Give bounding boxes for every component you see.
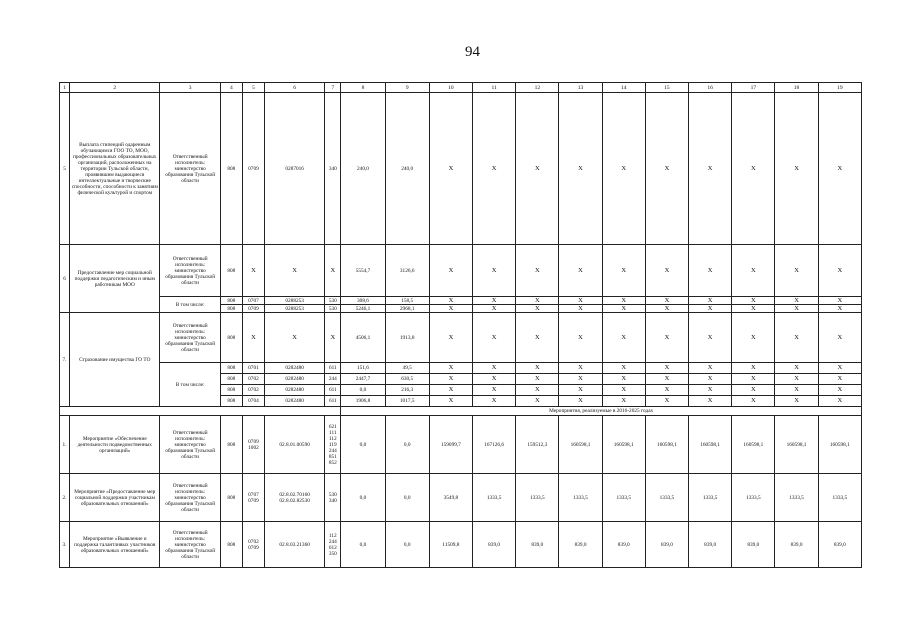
row7-sub-c6: 0282480 xyxy=(265,385,325,396)
x-cell: X xyxy=(429,374,472,385)
m1-value: 160598,1 xyxy=(689,416,732,474)
m2-value: 3549,8 xyxy=(429,474,472,522)
x-cell: X xyxy=(732,313,775,363)
row7-sub-c7: 244 xyxy=(325,374,341,385)
row6-num: 6 xyxy=(60,245,70,313)
m2-num: 2. xyxy=(60,474,70,522)
x-cell: X xyxy=(473,374,516,385)
x-cell: X xyxy=(775,396,818,407)
row6-name: Предоставление мер социальной поддержки педагогическим и иным работникам МОО xyxy=(70,245,160,313)
x-cell: X xyxy=(689,396,732,407)
section-spacer xyxy=(60,407,341,416)
m1-value: 160598,1 xyxy=(732,416,775,474)
x-cell: X xyxy=(516,385,559,396)
header-row xyxy=(60,83,862,93)
m2-value: 1333,5 xyxy=(559,474,602,522)
m3-num: 3. xyxy=(60,522,70,568)
row5-c8: 240,0 xyxy=(341,93,385,245)
header-cell: 8 xyxy=(341,83,385,93)
x-cell: X xyxy=(242,245,264,297)
row6-sub-c8: 308,6 xyxy=(341,297,385,305)
m1-value: 160598,1 xyxy=(775,416,818,474)
row7-sub-c8: 2447,7 xyxy=(341,374,385,385)
x-cell: X xyxy=(429,396,472,407)
row7-sub-c8: 151,6 xyxy=(341,363,385,374)
row6-sub-c7: 530 xyxy=(325,297,341,305)
x-cell: X xyxy=(602,396,645,407)
x-cell: X xyxy=(689,305,732,313)
row7-sub-c9: 49,5 xyxy=(385,363,429,374)
x-cell: X xyxy=(516,305,559,313)
m3-value: 11509,8 xyxy=(429,522,472,568)
x-cell: X xyxy=(242,313,264,363)
x-cell: X xyxy=(516,245,559,297)
m2-value: 0,0 xyxy=(385,474,429,522)
m2-c6: 02.8.02.70160 02.8.02.82530 xyxy=(265,474,325,522)
page-number: 94 xyxy=(465,44,480,60)
m2-value: 1333,5 xyxy=(645,474,688,522)
header-cell: 2 xyxy=(70,83,160,93)
x-cell: X xyxy=(775,305,818,313)
header-cell: 12 xyxy=(516,83,559,93)
m2-value: 1333,5 xyxy=(775,474,818,522)
x-cell: X xyxy=(429,245,472,297)
x-cell: X xyxy=(645,385,688,396)
m3-c4: 808 xyxy=(220,522,242,568)
x-cell: X xyxy=(645,297,688,305)
x-cell: X xyxy=(429,313,472,363)
x-cell: X xyxy=(325,245,341,297)
row6-c8: 5554,7 xyxy=(341,245,385,297)
x-cell: X xyxy=(689,385,732,396)
x-cell: X xyxy=(775,385,818,396)
row7-num: 7. xyxy=(60,313,70,407)
x-cell: X xyxy=(818,385,861,396)
row5-c5: 0709 xyxy=(242,93,264,245)
x-cell: X xyxy=(732,374,775,385)
row5-c7: 340 xyxy=(325,93,341,245)
row7-c8: 4506,1 xyxy=(341,313,385,363)
m2-c5: 0707 0709 xyxy=(242,474,264,522)
x-cell: X xyxy=(265,313,325,363)
row7-sub-c5: 0704 xyxy=(242,396,264,407)
m1-value: 160598,1 xyxy=(818,416,861,474)
x-cell: X xyxy=(473,297,516,305)
x-cell: X xyxy=(645,363,688,374)
header-cell: 19 xyxy=(818,83,861,93)
m1-c5: 0709 1002 xyxy=(242,416,264,474)
m2-c7: 530 340 xyxy=(325,474,341,522)
x-cell: X xyxy=(429,385,472,396)
x-cell: X xyxy=(689,374,732,385)
x-cell: X xyxy=(732,385,775,396)
row7-sub-c5: 0702 xyxy=(242,385,264,396)
x-cell: X xyxy=(429,93,472,245)
m3-name: Мероприятие «Выявление и поддержка талантливых участников образовательных отношений» xyxy=(70,522,160,568)
x-cell: X xyxy=(818,305,861,313)
x-cell: X xyxy=(775,374,818,385)
row7-c4: 808 xyxy=(220,313,242,363)
x-cell: X xyxy=(602,305,645,313)
x-cell: X xyxy=(559,305,602,313)
m3-value: 839,0 xyxy=(473,522,516,568)
x-cell: X xyxy=(602,385,645,396)
row-6 xyxy=(60,245,862,297)
row7-sub-c4: 808 xyxy=(220,363,242,374)
m1-value: 160598,1 xyxy=(559,416,602,474)
x-cell: X xyxy=(689,93,732,245)
header-cell: 14 xyxy=(602,83,645,93)
row7-sub-c6: 0282480 xyxy=(265,374,325,385)
x-cell: X xyxy=(775,297,818,305)
row6-sub-c4: 808 xyxy=(220,297,242,305)
x-cell: X xyxy=(602,245,645,297)
row6-sub-c5: 0707 xyxy=(242,297,264,305)
m3-value: 839,0 xyxy=(559,522,602,568)
x-cell: X xyxy=(775,313,818,363)
row7-sub-c8: 0,0 xyxy=(341,385,385,396)
x-cell: X xyxy=(689,245,732,297)
x-cell: X xyxy=(732,245,775,297)
x-cell: X xyxy=(645,245,688,297)
x-cell: X xyxy=(732,363,775,374)
x-cell: X xyxy=(559,396,602,407)
m1-num: 1. xyxy=(60,416,70,474)
row6-sub-c4: 808 xyxy=(220,305,242,313)
row6-sub-c6: 0288253 xyxy=(265,305,325,313)
row7-name: Страхование имущества ГО ТО xyxy=(70,313,160,407)
x-cell: X xyxy=(645,313,688,363)
x-cell: X xyxy=(473,385,516,396)
row7-sub-c8: 1906,8 xyxy=(341,396,385,407)
row5-c4: 808 xyxy=(220,93,242,245)
m3-value: 839,0 xyxy=(732,522,775,568)
x-cell: X xyxy=(473,396,516,407)
x-cell: X xyxy=(429,297,472,305)
x-cell: X xyxy=(516,313,559,363)
section-title: Мероприятия, реализуемые в 2016-2025 годах xyxy=(341,407,862,416)
row7-sub-c6: 0282480 xyxy=(265,396,325,407)
m3-value: 839,0 xyxy=(818,522,861,568)
x-cell: X xyxy=(473,245,516,297)
row7-sub-c5: 0701 xyxy=(242,363,264,374)
row7-sub-c9: 216,3 xyxy=(385,385,429,396)
m1-resp: Ответственный исполнитель: министерство образования Тульской области xyxy=(160,416,220,474)
m1-value: 160598,1 xyxy=(645,416,688,474)
m1-c4: 808 xyxy=(220,416,242,474)
x-cell: X xyxy=(473,305,516,313)
row5-c6: 0287016 xyxy=(265,93,325,245)
row-7-sub xyxy=(60,363,862,374)
row6-c4: 808 xyxy=(220,245,242,297)
x-cell: X xyxy=(325,313,341,363)
header-cell: 6 xyxy=(265,83,325,93)
m3-c6: 02.8.03.21360 xyxy=(265,522,325,568)
m1-c6: 02.8.01.00590 xyxy=(265,416,325,474)
row7-sub-c5: 0702 xyxy=(242,374,264,385)
x-cell: X xyxy=(732,396,775,407)
m2-value: 0,0 xyxy=(341,474,385,522)
x-cell: X xyxy=(602,363,645,374)
x-cell: X xyxy=(473,363,516,374)
m2-resp: Ответственный исполнитель: министерство образования Тульской области xyxy=(160,474,220,522)
m3-value: 839,0 xyxy=(775,522,818,568)
header-cell: 4 xyxy=(220,83,242,93)
x-cell: X xyxy=(559,313,602,363)
x-cell: X xyxy=(602,374,645,385)
header-cell: 15 xyxy=(645,83,688,93)
m2-value: 1333,5 xyxy=(473,474,516,522)
m1-value: 167126,6 xyxy=(473,416,516,474)
m2-value: 1333,5 xyxy=(602,474,645,522)
m1-value: 0,0 xyxy=(385,416,429,474)
m3-resp: Ответственный исполнитель: министерство образования Тульской области xyxy=(160,522,220,568)
m2-c4: 808 xyxy=(220,474,242,522)
m2-value: 1333,5 xyxy=(732,474,775,522)
x-cell: X xyxy=(775,245,818,297)
x-cell: X xyxy=(429,305,472,313)
x-cell: X xyxy=(516,297,559,305)
m2-value: 1333,5 xyxy=(689,474,732,522)
x-cell: X xyxy=(818,297,861,305)
x-cell: X xyxy=(818,93,861,245)
row7-sub-c4: 808 xyxy=(220,396,242,407)
measure-row-m1 xyxy=(60,416,862,474)
row7-sub-c6: 0282480 xyxy=(265,363,325,374)
x-cell: X xyxy=(559,245,602,297)
header-cell: 16 xyxy=(689,83,732,93)
row-6-sub xyxy=(60,297,862,305)
section-row xyxy=(60,407,862,416)
x-cell: X xyxy=(689,313,732,363)
x-cell: X xyxy=(602,93,645,245)
row6-c9: 3126,6 xyxy=(385,245,429,297)
m3-value: 839,0 xyxy=(645,522,688,568)
m2-value: 1333,5 xyxy=(818,474,861,522)
row6-sub-c9: 2968,1 xyxy=(385,305,429,313)
m1-value: 159099,7 xyxy=(429,416,472,474)
x-cell: X xyxy=(732,93,775,245)
x-cell: X xyxy=(559,93,602,245)
row6-sub-c8: 5246,1 xyxy=(341,305,385,313)
m1-value: 0,0 xyxy=(341,416,385,474)
row-7 xyxy=(60,313,862,363)
x-cell: X xyxy=(645,305,688,313)
x-cell: X xyxy=(429,363,472,374)
x-cell: X xyxy=(689,363,732,374)
row5-name: Выплата стипендий одаренным обучающимся ГОО ТО, МОО, профессиональных образовательных организаций, расположенных на территории Тульской области, проявившим выдающиеся интеллектуальные и творческие способности, способности к занятиям физической культурой и спортом xyxy=(70,93,160,245)
x-cell: X xyxy=(818,363,861,374)
x-cell: X xyxy=(559,374,602,385)
row-5 xyxy=(60,93,862,245)
m3-c7: 112 244 612 350 xyxy=(325,522,341,568)
m1-c7: 621 111 112 119 244 851 852 xyxy=(325,416,341,474)
x-cell: X xyxy=(602,313,645,363)
row5-resp: Ответственный исполнитель: министерство образования Тульской области xyxy=(160,93,220,245)
m3-value: 0,0 xyxy=(385,522,429,568)
row7-sub-c9: 1017,5 xyxy=(385,396,429,407)
x-cell: X xyxy=(645,374,688,385)
m2-name: Мероприятие «Предоставление мер социальной поддержки участникам образовательных отношений» xyxy=(70,474,160,522)
row7-sub-c4: 808 xyxy=(220,374,242,385)
m1-name: Мероприятие «Обеспечение деятельности подведомственных организаций» xyxy=(70,416,160,474)
row6-resp: Ответственный исполнитель: министерство образования Тульской области xyxy=(160,245,220,297)
m3-value: 839,0 xyxy=(516,522,559,568)
x-cell: X xyxy=(818,245,861,297)
row5-num: 5 xyxy=(60,93,70,245)
row6-sub-c9: 158,5 xyxy=(385,297,429,305)
x-cell: X xyxy=(818,396,861,407)
m3-value: 839,0 xyxy=(689,522,732,568)
x-cell: X xyxy=(689,297,732,305)
x-cell: X xyxy=(818,313,861,363)
x-cell: X xyxy=(559,297,602,305)
row6-incl: В том числе: xyxy=(160,297,220,313)
row7-sub-c7: 611 xyxy=(325,396,341,407)
m3-value: 839,0 xyxy=(602,522,645,568)
row6-sub-c6: 0288253 xyxy=(265,297,325,305)
row6-sub-c5: 0709 xyxy=(242,305,264,313)
row7-resp: Ответственный исполнитель: министерство образования Тульской области xyxy=(160,313,220,363)
m1-value: 159512,3 xyxy=(516,416,559,474)
header-cell: 18 xyxy=(775,83,818,93)
x-cell: X xyxy=(516,93,559,245)
header-cell: 11 xyxy=(473,83,516,93)
row7-sub-c4: 808 xyxy=(220,385,242,396)
x-cell: X xyxy=(473,313,516,363)
header-cell: 10 xyxy=(429,83,472,93)
x-cell: X xyxy=(645,396,688,407)
measure-row-m2 xyxy=(60,474,862,522)
m3-c5: 0702 0709 xyxy=(242,522,264,568)
measure-row-m3 xyxy=(60,522,862,568)
m3-value: 0,0 xyxy=(341,522,385,568)
x-cell: X xyxy=(559,385,602,396)
row7-sub-c7: 611 xyxy=(325,363,341,374)
header-cell: 9 xyxy=(385,83,429,93)
header-cell: 7 xyxy=(325,83,341,93)
m1-value: 160598,1 xyxy=(602,416,645,474)
x-cell: X xyxy=(473,93,516,245)
x-cell: X xyxy=(265,245,325,297)
row5-c9: 240,0 xyxy=(385,93,429,245)
x-cell: X xyxy=(818,374,861,385)
header-cell: 5 xyxy=(242,83,264,93)
x-cell: X xyxy=(775,363,818,374)
x-cell: X xyxy=(516,363,559,374)
x-cell: X xyxy=(559,363,602,374)
header-cell: 1 xyxy=(60,83,70,93)
x-cell: X xyxy=(645,93,688,245)
row7-c9: 1913,8 xyxy=(385,313,429,363)
header-cell: 3 xyxy=(160,83,220,93)
x-cell: X xyxy=(732,297,775,305)
row7-incl: В том числе: xyxy=(160,363,220,407)
header-cell: 17 xyxy=(732,83,775,93)
x-cell: X xyxy=(602,297,645,305)
m2-value: 1333,5 xyxy=(516,474,559,522)
row7-sub-c7: 611 xyxy=(325,385,341,396)
x-cell: X xyxy=(775,93,818,245)
x-cell: X xyxy=(516,396,559,407)
header-cell: 13 xyxy=(559,83,602,93)
budget-table xyxy=(59,82,862,568)
row6-sub-c7: 530 xyxy=(325,305,341,313)
row7-sub-c9: 630,5 xyxy=(385,374,429,385)
x-cell: X xyxy=(732,305,775,313)
x-cell: X xyxy=(516,374,559,385)
